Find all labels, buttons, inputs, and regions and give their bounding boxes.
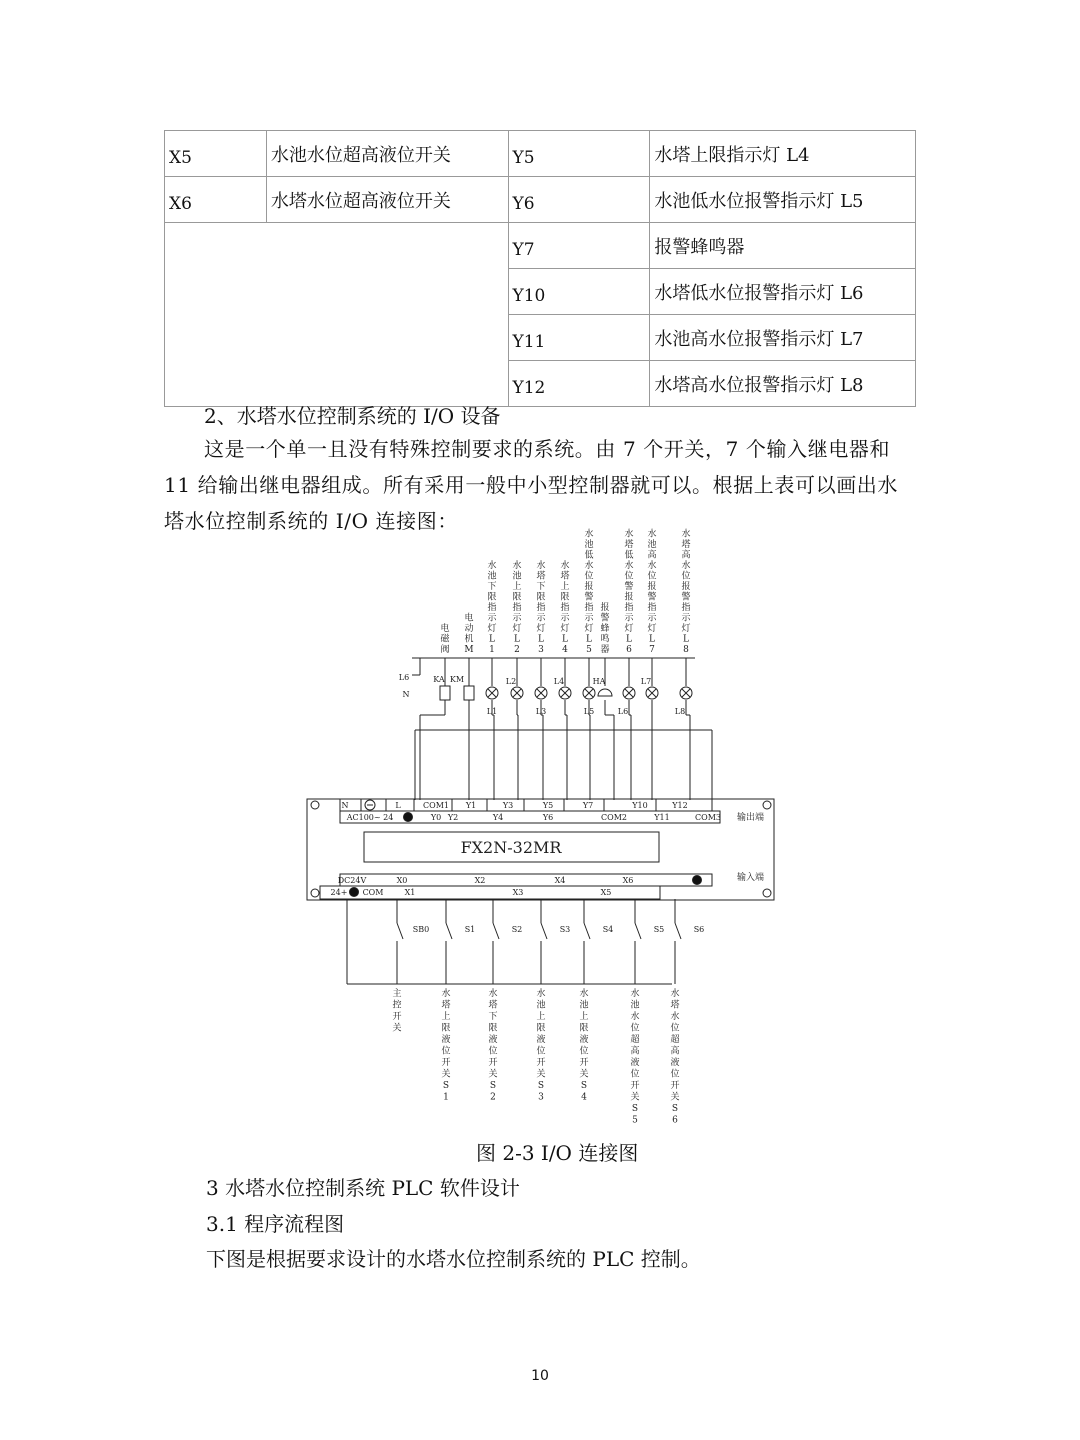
output-terminal: Y3: [502, 801, 514, 810]
switch-label: S5: [653, 925, 665, 934]
output-terminal: COM1: [423, 801, 449, 810]
switch-label: S4: [602, 925, 614, 934]
output-device-label: 水塔低水位警报指示灯 L 6: [624, 529, 634, 655]
device-symbol: HA: [592, 677, 606, 686]
output-terminal: N: [341, 801, 349, 810]
output-desc: 水塔低水位报警指示灯 L6: [650, 269, 916, 315]
input-desc: 水池水位超高液位开关: [266, 131, 508, 177]
output-terminal: L: [395, 801, 401, 810]
output-desc: 水池高水位报警指示灯 L7: [650, 315, 916, 361]
input-device-label: 主控开关: [392, 989, 402, 1034]
relay-coil-icon: [440, 686, 450, 700]
output-code: Y12: [508, 361, 650, 407]
page-number: 10: [531, 1368, 549, 1384]
input-terminal: X0: [396, 876, 408, 885]
output-code: Y6: [508, 177, 650, 223]
switch-label: S6: [693, 925, 705, 934]
input-terminal: X2: [474, 876, 486, 885]
device-symbol: L5: [583, 707, 595, 716]
input-desc: 水塔水位超高液位开关: [266, 177, 508, 223]
switch-contact-icon: [584, 923, 590, 939]
supply-label: N: [402, 690, 410, 699]
output-terminal: COM2: [601, 813, 627, 822]
output-terminal: COM3: [695, 813, 721, 822]
input-device-label: 水塔水位超高液位开关 S 6: [670, 989, 680, 1126]
output-terminal: Y2: [447, 813, 459, 822]
figure-caption: 图 2-3 I/O 连接图: [476, 1141, 639, 1165]
input-code: X6: [165, 177, 267, 223]
output-device-label: 水塔下限指示灯 L 3: [536, 561, 546, 655]
input-device-label: 水池上限液位开关 S 3: [536, 989, 546, 1103]
body-paragraph: 下图是根据要求设计的水塔水位控制系统的 PLC 控制。: [206, 1247, 701, 1271]
output-device-label: 水池上限指示灯 L 2: [512, 561, 522, 655]
output-terminal: Y10: [632, 801, 648, 810]
device-symbol: KA: [433, 675, 445, 684]
output-side-label: 输出端: [737, 813, 765, 823]
input-device-label: 水池水位超高液位开关 S 5: [630, 989, 640, 1126]
io-connection-diagram: [0, 529, 1080, 1135]
switch-contact-icon: [635, 923, 641, 939]
switch-contact-icon: [397, 923, 403, 939]
output-terminal: Y6: [542, 813, 554, 822]
output-terminal: Y5: [542, 801, 554, 810]
output-device-label: 水池低水位报警指示灯 L 5: [584, 529, 594, 655]
input-terminal: X4: [554, 876, 566, 885]
output-desc: 水塔上限指示灯 L4: [650, 131, 916, 177]
output-terminal: Y4: [492, 813, 504, 822]
table-row: [165, 223, 916, 269]
device-symbol: L7: [640, 677, 652, 686]
output-code: Y5: [508, 131, 650, 177]
output-device-label: 水塔上限指示灯 L 4: [560, 561, 570, 655]
switch-contact-icon: [541, 923, 547, 939]
output-terminal: AC100~ 24: [346, 813, 394, 822]
switch-contact-icon: [675, 923, 681, 939]
input-terminal: X1: [404, 888, 416, 897]
input-side-label: 输入端: [737, 873, 765, 883]
plc-model: FX2N-32MR: [460, 838, 562, 857]
input-terminal: X6: [622, 876, 634, 885]
switch-label: SB0: [412, 925, 430, 934]
subsection-heading: 3.1 程序流程图: [206, 1212, 345, 1236]
device-symbol: L4: [553, 677, 565, 686]
device-symbol: L1: [486, 707, 498, 716]
output-terminal: Y7: [582, 801, 594, 810]
output-code: Y10: [508, 269, 650, 315]
terminal-dot-icon: [693, 876, 702, 885]
output-terminal: Y12: [672, 801, 688, 810]
output-terminal: Y1: [465, 801, 477, 810]
output-device-label: 水池下限指示灯 L 1: [487, 561, 497, 655]
supply-label: L6: [398, 673, 410, 682]
output-desc: 水塔高水位报警指示灯 L8: [650, 361, 916, 407]
input-device-label: 水塔下限液位开关 S 2: [488, 989, 498, 1103]
output-device-label: 报警蜂鸣器: [600, 603, 610, 655]
switch-label: S3: [559, 925, 571, 934]
switch-label: S2: [511, 925, 523, 934]
switch-contact-icon: [446, 923, 452, 939]
empty-cell: [165, 223, 509, 407]
input-device-label: 水池上限液位开关 S 4: [579, 989, 589, 1103]
output-device-label: 电动机 M: [464, 613, 474, 655]
input-terminal: COM: [362, 888, 384, 897]
device-symbol: L3: [535, 707, 547, 716]
io-table: [164, 130, 916, 407]
device-symbol: L6: [617, 707, 629, 716]
output-desc: 报警蜂鸣器: [650, 223, 916, 269]
relay-coil-icon: [464, 686, 474, 700]
terminal-dot-icon: [404, 813, 413, 822]
input-terminal: X5: [600, 888, 612, 897]
output-terminal: Y11: [654, 813, 670, 822]
buzzer-icon: [598, 689, 612, 696]
input-code: X5: [165, 131, 267, 177]
section-heading: 2、水塔水位控制系统的 I/O 设备: [204, 404, 501, 428]
switch-label: S1: [464, 925, 476, 934]
body-paragraph: 这是一个单一且没有特殊控制要求的系统。由 7 个开关，7 个输入继电器和 11 给输出继电器组成。所有采用一般中小型控制器就可以。根据上表可以画出水塔水位控制系统的 I/O 连接图：: [164, 437, 899, 533]
output-desc: 水池低水位报警指示灯 L5: [650, 177, 916, 223]
device-symbol: L8: [674, 707, 686, 716]
table-row: [165, 131, 916, 177]
device-symbol: L2: [505, 677, 517, 686]
switch-contact-icon: [493, 923, 499, 939]
input-terminal: DC24V: [337, 876, 367, 885]
output-device-label: 水塔高水位报警指示灯 L 8: [681, 529, 691, 655]
output-terminal: Y0: [430, 813, 442, 822]
output-code: Y11: [508, 315, 650, 361]
input-terminal: X3: [512, 888, 524, 897]
input-terminal: 24+: [330, 888, 348, 897]
device-symbol: KM: [449, 675, 465, 684]
output-device-label: 水池高水位报警指示灯 L 7: [647, 529, 657, 655]
terminal-dot-icon: [350, 888, 359, 897]
table-row: [165, 177, 916, 223]
output-code: Y7: [508, 223, 650, 269]
input-device-label: 水塔上限液位开关 S 1: [441, 989, 451, 1103]
output-device-label: 电磁阀: [440, 624, 450, 655]
section-heading: 3 水塔水位控制系统 PLC 软件设计: [206, 1176, 520, 1200]
